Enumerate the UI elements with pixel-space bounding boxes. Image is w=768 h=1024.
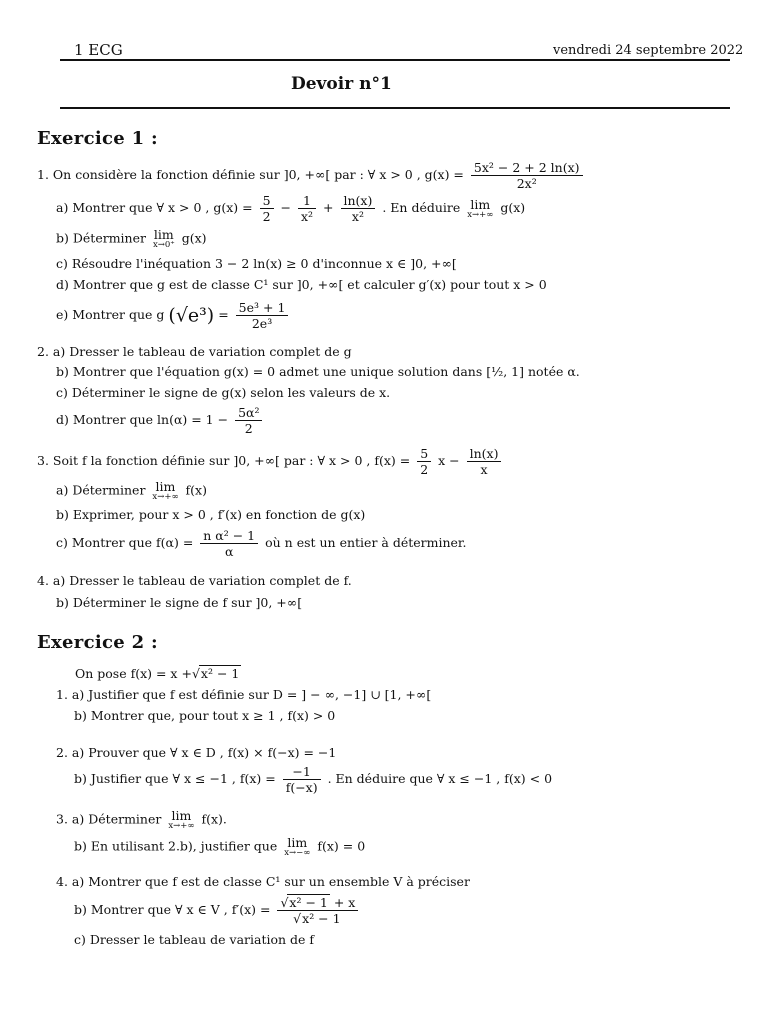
item-label: a) (56, 200, 69, 215)
exercise-1-heading: Exercice 1 : (37, 128, 158, 149)
item-label: d) (56, 412, 69, 427)
item-label: b) (74, 771, 87, 786)
ex2-q4b (74, 895, 361, 926)
item-text: Prouver que ∀ x ∈ D , f(x) × f(−x) = −1 (88, 745, 337, 760)
lim-subscript: x→+∞ (467, 209, 494, 220)
item-label: c) (56, 256, 68, 271)
item-text: Montrer que g est de classe C¹ sur ]0, +∞[ et calculer g′(x) pour tout x > 0 (72, 277, 547, 292)
fraction (341, 193, 376, 224)
header-rule (60, 59, 730, 61)
ex1-q1a (56, 193, 525, 224)
item-label: a) (52, 573, 66, 588)
item-text: Dresser le tableau de variation de f (89, 932, 315, 947)
item-text: Soit f la fonction définie sur ]0, +∞[ par : ∀ x > 0 , f(x) = (52, 453, 411, 468)
item-label: b) (56, 595, 69, 610)
numerator: 1 (298, 193, 316, 209)
title-rule (60, 107, 730, 109)
item-label: a) (71, 745, 85, 760)
ex1-q1-number: 1. (37, 167, 49, 182)
item-label: a) (56, 482, 69, 498)
item-text: En utilisant 2.b), justifier que (90, 838, 278, 854)
ex2-q2a (56, 745, 336, 761)
limit (168, 809, 194, 831)
date-label: vendredi 24 septembre 2022 (553, 43, 744, 58)
item-text: f(x) = 0 (317, 838, 366, 854)
item-text: Montrer que ln(α) = 1 − (72, 412, 229, 427)
fraction (417, 446, 431, 477)
ex2-q4a (56, 874, 470, 890)
lim-subscript: x→−∞ (284, 848, 311, 858)
item-label: d) (56, 277, 69, 292)
sqrt-radicand: x² − 1 (289, 895, 328, 910)
item-text: Montrer que, pour tout x ≥ 1 , f(x) > 0 (90, 708, 336, 723)
ex1-q3a (56, 480, 207, 502)
g-definition-fraction (471, 160, 583, 191)
fraction (260, 193, 274, 224)
item-text: Justifier que f est définie sur D = ] − ∞, −1] ∪ [1, +∞[ (88, 687, 432, 702)
item-text: Justifier que ∀ x ≤ −1 , f(x) = (90, 771, 276, 786)
ex2-q4-number: 4. (56, 874, 68, 889)
lim-subscript: x→0⁺ (152, 240, 175, 250)
item-text: Montrer que l'équation g(x) = 0 admet une unique solution dans [½, 1] notée α. (72, 364, 580, 379)
ex1-q3-intro (37, 446, 504, 477)
item-text: Déterminer le signe de g(x) selon les valeurs de x. (71, 385, 391, 400)
lim-word: lim (155, 479, 176, 494)
numerator: 5 (417, 446, 431, 462)
item-text: Montrer que g (72, 307, 165, 322)
item-label: b) (56, 364, 69, 379)
page-title: Devoir n°1 (291, 74, 392, 94)
ex1-q1-text: On considère la fonction définie sur ]0, +∞[ par : ∀ x > 0 , g(x) = (52, 167, 464, 182)
ex1-q2c (56, 385, 390, 401)
item-text: Résoudre l'inéquation 3 − 2 ln(x) ≥ 0 d'inconnue x ∈ ]0, +∞[ (71, 256, 457, 271)
item-text: Exprimer, pour x > 0 , f′(x) en fonction de g(x) (72, 507, 366, 522)
item-text: g(x) (181, 230, 207, 246)
lim-word: lim (171, 808, 192, 823)
item-label: b) (56, 507, 69, 522)
item-label: a) (71, 874, 85, 889)
ex1-q2d (56, 405, 265, 436)
ex1-q1-intro (37, 160, 586, 191)
ex1-q4a (37, 573, 352, 589)
item-label: a) (71, 687, 85, 702)
limit (153, 228, 175, 250)
ex1-q2-number: 2. (37, 344, 49, 359)
numerator: 5α² (235, 405, 262, 421)
ex2-q1b (74, 708, 335, 724)
item-label: b) (74, 708, 87, 723)
ex2-q2-number: 2. (56, 745, 68, 760)
lim-word: lim (153, 227, 174, 242)
item-text: Déterminer (72, 230, 146, 246)
item-label: c) (56, 385, 68, 400)
limit (467, 198, 493, 220)
ex1-q1e (56, 300, 291, 331)
operator: − (280, 200, 291, 215)
denominator: x (480, 462, 488, 477)
g-numerator: 5x² − 2 + 2 ln(x) (471, 160, 583, 176)
numerator: ln(x) (467, 446, 502, 462)
ex1-q1d (56, 277, 547, 293)
limit (284, 836, 310, 858)
denominator: α (224, 544, 234, 559)
item-text: f(x) (185, 482, 207, 498)
item-text: Déterminer (88, 811, 162, 827)
numerator (277, 895, 358, 911)
item-text: . En déduire que ∀ x ≤ −1 , f(x) < 0 (327, 771, 553, 786)
fraction (467, 446, 502, 477)
operator: = (218, 307, 229, 322)
denominator: 2 (420, 462, 429, 477)
sqrt-sign: √ (280, 895, 289, 910)
ex1-q1c (56, 256, 457, 272)
g-denominator: 2x² (516, 176, 537, 191)
item-text: Dresser le tableau de variation complet de f. (69, 573, 352, 588)
fraction (283, 764, 321, 795)
limit (152, 480, 178, 502)
sqrt-radicand: x² − 1 (302, 911, 341, 926)
operator: + (323, 200, 334, 215)
fraction (277, 895, 358, 926)
ex1-q2b (56, 364, 580, 380)
numerator: 5 (260, 193, 274, 209)
ex2-q3-number: 3. (56, 811, 68, 827)
item-label: a) (71, 811, 85, 827)
g-argument: (√e³) (168, 304, 215, 327)
denominator: 2 (244, 421, 253, 436)
item-label: a) (52, 344, 66, 359)
ex2-q3b (74, 836, 365, 858)
ex2-intro (75, 666, 241, 682)
item-text: g(x) (500, 200, 526, 215)
denominator: 2 (262, 209, 271, 224)
ex1-q2a (37, 344, 352, 360)
exercise-2-heading: Exercice 2 : (37, 632, 158, 653)
ex2-q4c (74, 932, 314, 948)
numerator: ln(x) (341, 193, 376, 209)
item-text: où n est un entier à déterminer. (265, 535, 467, 550)
denominator: 2e³ (251, 316, 273, 331)
ex1-q3b (56, 507, 365, 523)
ex2-q1a (56, 687, 431, 703)
item-text: Montrer que ∀ x > 0 , g(x) = (72, 200, 253, 215)
item-label: c) (56, 535, 68, 550)
denominator (277, 911, 358, 926)
item-text: Déterminer (72, 482, 146, 498)
sqrt-sign: √ (293, 911, 302, 926)
item-text: Montrer que f(α) = (71, 535, 194, 550)
item-text: On pose f(x) = x + (75, 666, 192, 681)
item-text: f(x). (201, 811, 227, 827)
item-text: x − (438, 453, 460, 468)
fraction (200, 528, 258, 559)
ex1-q4b (56, 595, 302, 611)
item-label: e) (56, 307, 69, 322)
ex1-q3c (56, 528, 467, 559)
item-text: Dresser le tableau de variation complet de g (69, 344, 352, 359)
item-text: Déterminer le signe de f sur ]0, +∞[ (72, 595, 303, 610)
lim-word: lim (470, 196, 491, 212)
numerator: 5e³ + 1 (236, 300, 289, 316)
sqrt-radicand: x² − 1 (200, 666, 240, 681)
denominator: x² (300, 209, 314, 224)
ex1-q1b (56, 228, 207, 250)
denominator: x² (351, 209, 364, 224)
item-text: . En déduire (382, 200, 461, 215)
numerator: −1 (283, 764, 321, 780)
denominator: f(−x) (285, 780, 318, 795)
ex2-q1-number: 1. (56, 687, 68, 702)
item-label: c) (74, 932, 86, 947)
ex1-q3-number: 3. (37, 453, 49, 468)
item-label: b) (56, 230, 69, 246)
ex1-q4-number: 4. (37, 573, 49, 588)
fraction (298, 193, 316, 224)
item-text: Montrer que ∀ x ∈ V , f′(x) = (90, 902, 271, 917)
lim-subscript: x→+∞ (152, 492, 179, 502)
item-text: Montrer que f est de classe C¹ sur un ensemble V à préciser (88, 874, 470, 889)
lim-word: lim (287, 835, 308, 850)
fraction (236, 300, 289, 331)
numerator-tail: + x (329, 895, 356, 910)
item-label: b) (74, 902, 87, 917)
item-label: b) (74, 838, 87, 854)
numerator: n α² − 1 (200, 528, 258, 544)
sqrt-sign: √ (191, 666, 200, 681)
lim-subscript: x→+∞ (168, 821, 195, 831)
fraction (235, 405, 262, 436)
ex2-q2b (74, 764, 552, 795)
ex2-q3a (56, 809, 227, 831)
course-label: 1 ECG (74, 41, 123, 59)
